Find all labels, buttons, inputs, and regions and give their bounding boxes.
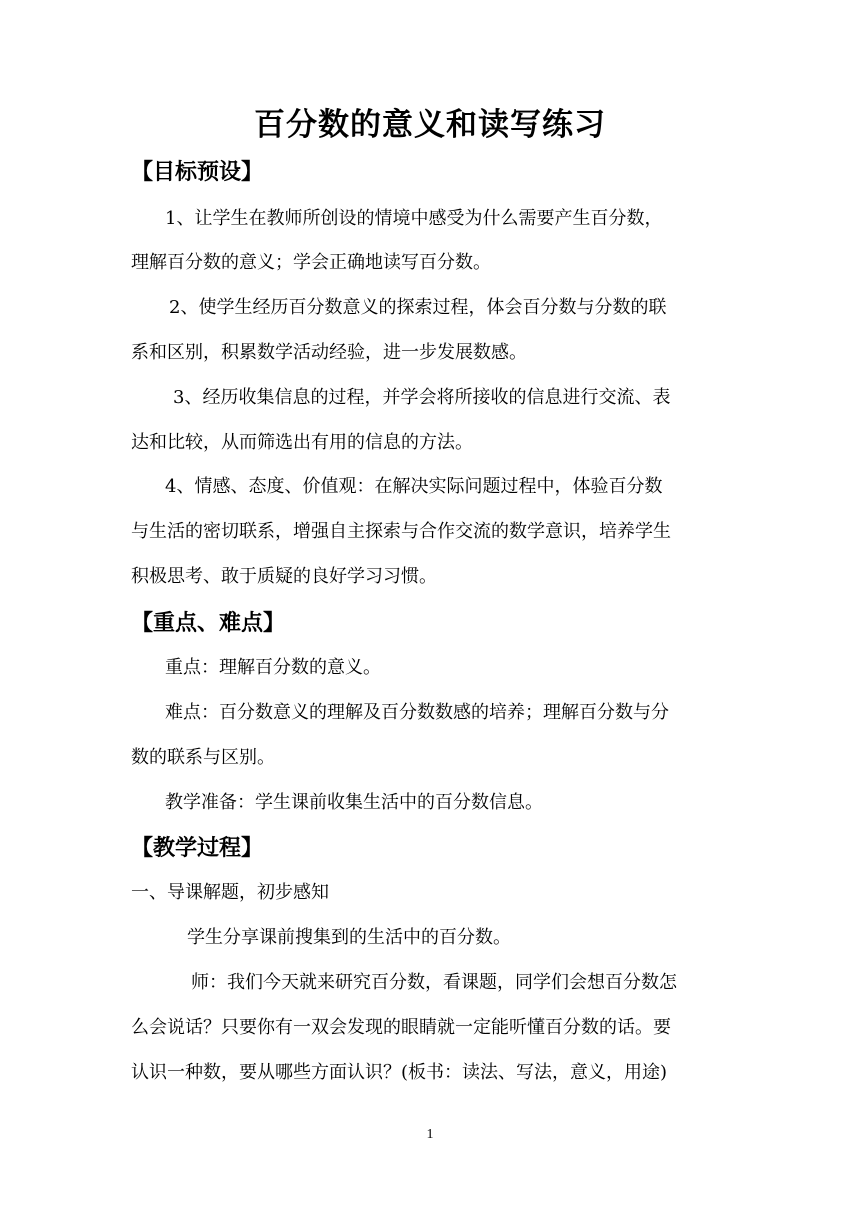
goal-3-line-2: 达和比较，从而筛选出有用的信息的方法。 <box>131 432 473 453</box>
document-title: 百分数的意义和读写练习 <box>254 107 606 143</box>
step-1-title: 一、导课解题，初步感知 <box>131 882 329 903</box>
goal-1-line-1: 1、让学生在教师所创设的情境中感受为什么需要产生百分数， <box>165 208 663 229</box>
goal-3-line-1: 3、经历收集信息的过程，并学会将所接收的信息进行交流、表 <box>173 387 671 408</box>
teacher-line-1: 师：我们今天就来研究百分数，看课题，同学们会想百分数怎 <box>191 972 677 993</box>
goal-2-line-1: 2、使学生经历百分数意义的探索过程，体会百分数与分数的联 <box>169 297 667 318</box>
goal-4-line-1: 4、情感、态度、价值观：在解决实际问题过程中，体验百分数 <box>165 476 663 497</box>
goal-4-line-2: 与生活的密切联系，增强自主探索与合作交流的数学意识，培养学生 <box>131 521 671 542</box>
goal-4-line-3: 积极思考、敢于质疑的良好学习习惯。 <box>131 566 437 587</box>
section-heading-process: 【教学过程】 <box>131 836 264 861</box>
teacher-line-2: 么会说话？只要你有一双会发现的眼睛就一定能听懂百分数的话。要 <box>131 1017 671 1038</box>
difficulty-line-2: 数的联系与区别。 <box>131 747 275 768</box>
page-number: 1 <box>426 1127 434 1142</box>
difficulty-line-1: 难点：百分数意义的理解及百分数数感的培养；理解百分数与分 <box>165 702 669 723</box>
teacher-line-3: 认识一种数，要从哪些方面认识？(板书：读法、写法，意义，用途) <box>131 1062 668 1083</box>
goal-2-line-2: 系和区别，积累数学活动经验，进一步发展数感。 <box>131 342 527 363</box>
goal-1-line-2: 理解百分数的意义；学会正确地读写百分数。 <box>131 252 491 273</box>
step-1-line: 学生分享课前搜集到的生活中的百分数。 <box>187 927 511 948</box>
section-heading-key-points: 【重点、难点】 <box>131 611 286 636</box>
preparation-line: 教学准备：学生课前收集生活中的百分数信息。 <box>165 792 543 813</box>
section-heading-goals: 【目标预设】 <box>131 160 264 185</box>
focus-line: 重点：理解百分数的意义。 <box>165 657 381 678</box>
